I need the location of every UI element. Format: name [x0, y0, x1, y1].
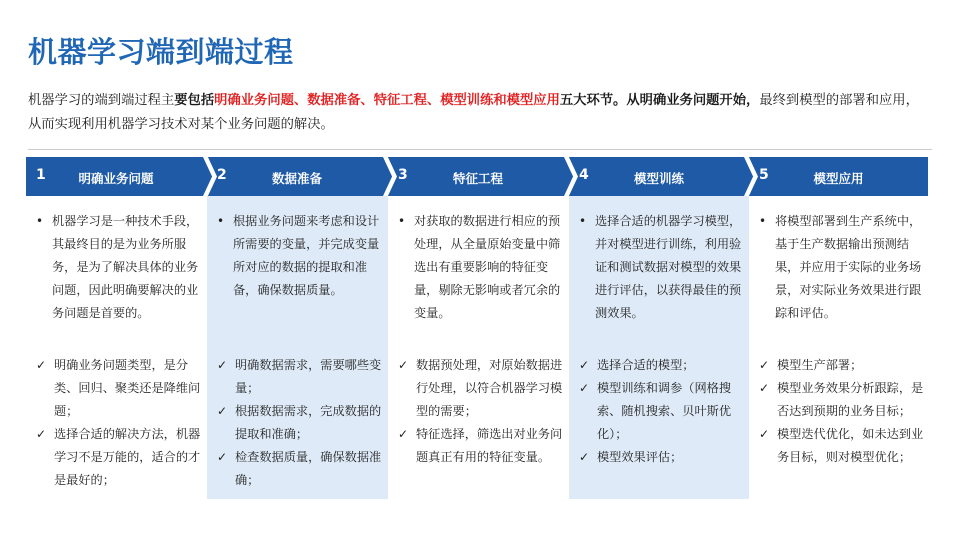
checkmark-icon: ✓ — [759, 381, 770, 395]
intro-text-2: 要包括 — [174, 93, 215, 108]
checkmark-icon: ✓ — [398, 427, 409, 441]
check-item: ✓ 明确业务问题类型，是分类、回归、聚类还是降维问题； — [36, 354, 201, 423]
step-header-1 — [26, 157, 206, 196]
step-header-4 — [569, 157, 749, 196]
step-description: • 将模型部署到生产系统中，基于生产数据输出预测结果，并应用于实际的业务场景，对实际业务效果进行跟踪和评估。 — [759, 210, 924, 325]
step-column-1 — [26, 196, 207, 499]
step-label: 明确业务问题 — [78, 171, 154, 186]
step-description: • 根据业务问题来考虑和设计所需要的变量，并完成变量所对应的数据的提取和准备，确保数据质量。 — [217, 210, 382, 302]
bullet-dot-icon: • — [759, 214, 767, 228]
step-number: 1 — [36, 167, 46, 183]
step-header-2 — [207, 157, 387, 196]
bullet-dot-icon: • — [579, 214, 587, 228]
step-label: 特征工程 — [452, 171, 503, 186]
step-header-3 — [388, 157, 568, 196]
bullet-dot-icon: • — [36, 214, 44, 228]
checkmark-icon: ✓ — [579, 358, 590, 372]
step-header-5 — [749, 157, 928, 196]
step-number: 4 — [579, 167, 589, 183]
check-item: ✓ 明确数据需求，需要哪些变量； — [217, 354, 382, 400]
intro-text-3: 五大环节。从明确业务问题开始， — [559, 93, 760, 108]
check-item: ✓ 模型生产部署； — [759, 354, 924, 377]
step-description: • 机器学习是一种技术手段，其最终目的是为业务所服务，是为了解决具体的业务问题，因此明确要解决的业务问题是首要的。 — [36, 210, 201, 325]
intro-highlight: 明确业务问题、数据准备、特征工程、模型训练和模型应用 — [214, 93, 560, 108]
step-column-3 — [388, 196, 569, 499]
step-column-5 — [749, 196, 930, 499]
intro-text-1: 机器学习的端到端过程主 — [28, 93, 175, 108]
checkmark-icon: ✓ — [36, 358, 47, 372]
checkmark-icon: ✓ — [759, 358, 770, 372]
step-number: 3 — [398, 167, 408, 183]
divider — [28, 149, 932, 150]
bullet-dot-icon: • — [398, 214, 406, 228]
checkmark-icon: ✓ — [759, 427, 770, 441]
check-item: ✓ 根据数据需求，完成数据的提取和准确； — [217, 400, 382, 446]
step-description: • 选择合适的机器学习模型，并对模型进行训练，利用验证和测试数据对模型的效果进行评估，以获得最佳的预测效果。 — [579, 210, 743, 325]
checkmark-icon: ✓ — [579, 450, 590, 464]
check-item: ✓ 检查数据质量，确保数据准确； — [217, 446, 382, 492]
checkmark-icon: ✓ — [217, 358, 228, 372]
check-item: ✓ 选择合适的模型； — [579, 354, 743, 377]
step-number: 2 — [217, 167, 227, 183]
check-item: ✓ 模型业务效果分析跟踪，是否达到预期的业务目标； — [759, 377, 924, 423]
checkmark-icon: ✓ — [217, 404, 228, 418]
intro-text-4: 最终到模型的部署和应用，从而实现利用机器学习技术对某个业务问题的解决。 — [28, 93, 919, 132]
check-item: ✓ 模型迭代优化，如未达到业务目标，则对模型优化； — [759, 423, 924, 469]
check-item: ✓ 模型效果评估； — [579, 446, 743, 469]
bullet-dot-icon: • — [217, 214, 225, 228]
step-column-2 — [207, 196, 388, 499]
intro-paragraph — [28, 89, 932, 137]
page-title: 机器学习端到端过程 — [28, 35, 294, 69]
check-item: ✓ 特征选择，筛选出对业务问题真正有用的特征变量。 — [398, 423, 563, 469]
checkmark-icon: ✓ — [36, 427, 47, 441]
checkmark-icon: ✓ — [217, 450, 228, 464]
checkmark-icon: ✓ — [398, 358, 409, 372]
checkmark-icon: ✓ — [579, 381, 590, 395]
step-label: 模型应用 — [813, 171, 864, 186]
step-column-4 — [569, 196, 749, 499]
step-label: 模型训练 — [633, 171, 684, 186]
step-description: • 对获取的数据进行相应的预处理，从全量原始变量中筛选出有重要影响的特征变量，剔除无影响或者冗余的变量。 — [398, 210, 563, 325]
process-header-bar — [26, 157, 928, 196]
check-item: ✓ 选择合适的解决方法，机器学习不是万能的，适合的才是最好的； — [36, 423, 201, 492]
step-number: 5 — [759, 167, 769, 183]
check-item: ✓ 数据预处理，对原始数据进行处理，以符合机器学习模型的需要； — [398, 354, 563, 423]
check-item: ✓ 模型训练和调参（网格搜索、随机搜索、贝叶斯优化）； — [579, 377, 743, 446]
step-label: 数据准备 — [271, 171, 322, 186]
